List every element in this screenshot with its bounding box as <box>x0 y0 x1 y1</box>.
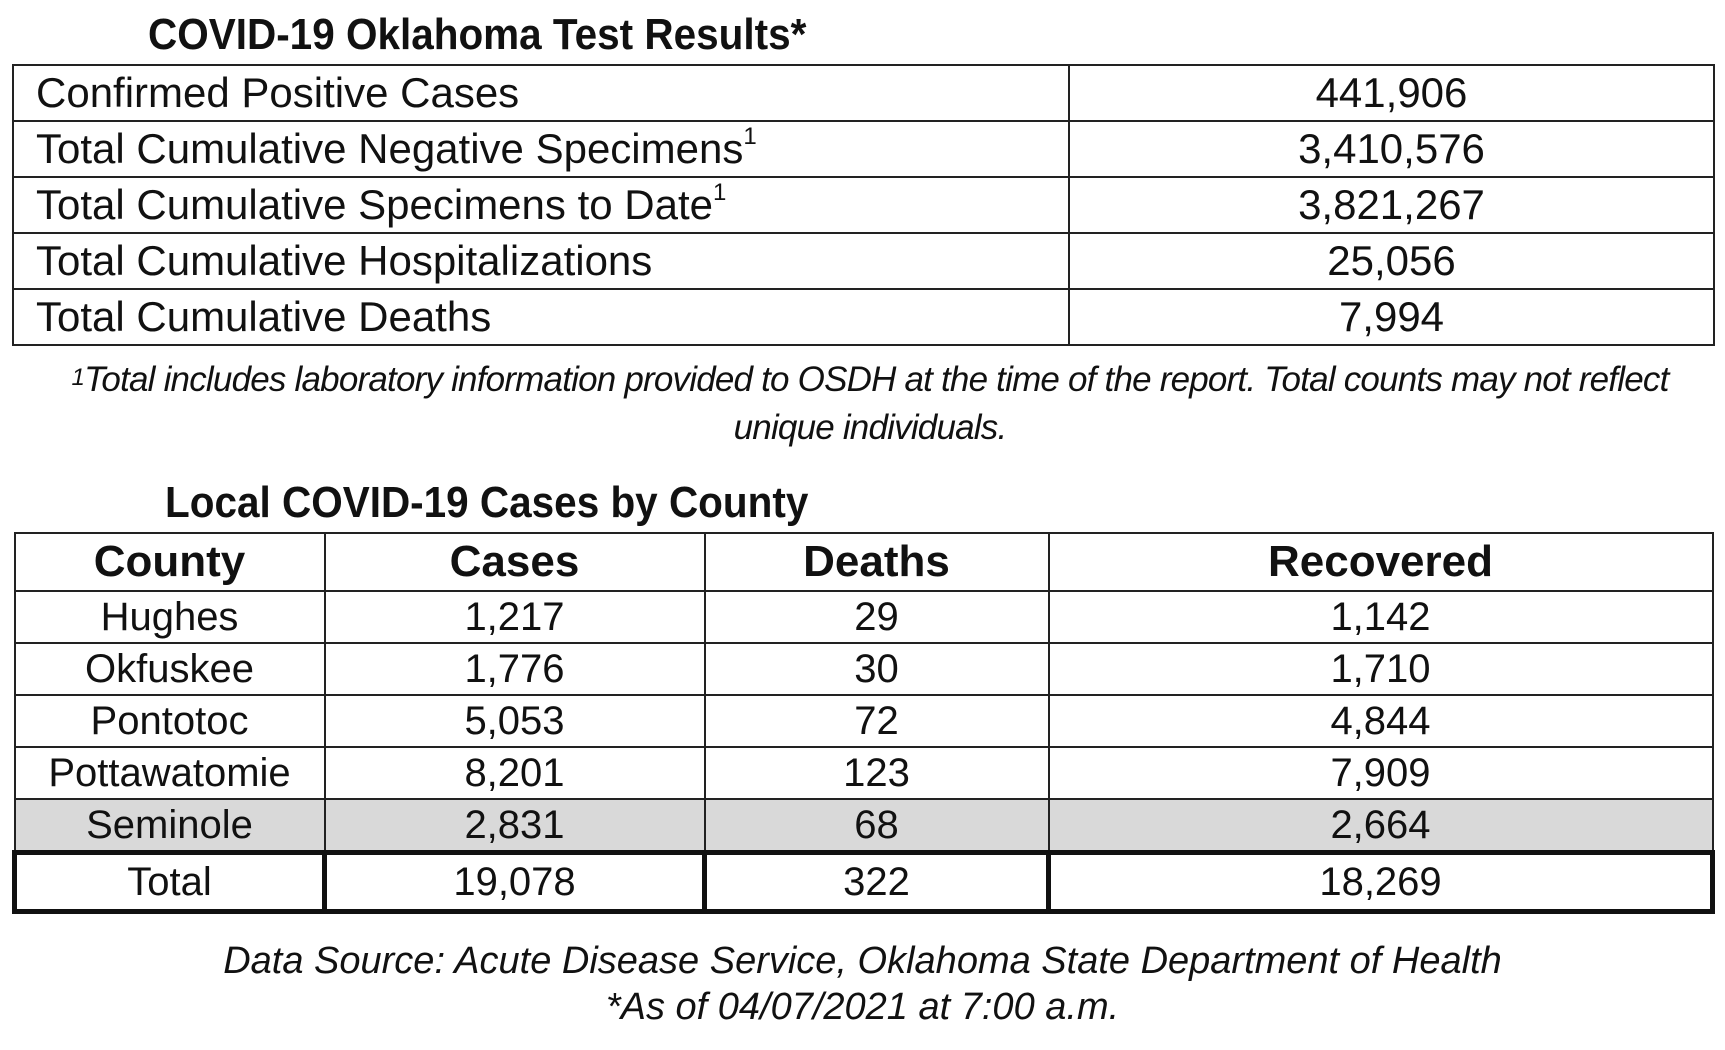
test-results-table <box>12 64 1715 346</box>
total-label: Total <box>15 853 325 912</box>
test-results-title: COVID-19 Oklahoma Test Results* <box>148 10 807 59</box>
county-cell: Pontotoc <box>15 695 325 747</box>
cases-cell: 8,201 <box>325 747 705 799</box>
cases-cell: 1,217 <box>325 591 705 643</box>
recovered-cell: 1,710 <box>1049 643 1713 695</box>
footnote-mark: 1 <box>71 364 85 391</box>
footnote-mark: 1 <box>743 123 757 150</box>
table-row <box>13 233 1714 289</box>
deaths-cell: 72 <box>705 695 1049 747</box>
table-row <box>13 289 1714 345</box>
recovered-cell: 1,142 <box>1049 591 1713 643</box>
total-recovered: 18,269 <box>1049 853 1713 912</box>
table-row <box>13 65 1714 121</box>
table-row <box>15 643 1713 695</box>
table-row <box>13 121 1714 177</box>
column-header-county: County <box>15 533 325 591</box>
column-header-deaths: Deaths <box>705 533 1049 591</box>
table-row <box>15 747 1713 799</box>
table-row <box>15 591 1713 643</box>
row-value: 25,056 <box>1069 233 1714 289</box>
data-source-text: Data Source: Acute Disease Service, Oklahoma State Department of Health <box>223 940 1502 982</box>
total-deaths: 322 <box>705 853 1049 912</box>
county-cell: Okfuskee <box>15 643 325 695</box>
cases-cell: 1,776 <box>325 643 705 695</box>
row-label: Total Cumulative Specimens to Date$^1$ <box>13 177 1069 233</box>
deaths-cell: 29 <box>705 591 1049 643</box>
deaths-cell: 30 <box>705 643 1049 695</box>
cases-cell: 5,053 <box>325 695 705 747</box>
header-row <box>15 533 1713 591</box>
table-row <box>13 177 1714 233</box>
row-label: Total Cumulative Hospitalizations <box>13 233 1069 289</box>
row-value: 441,906 <box>1069 65 1714 121</box>
county-cases-table <box>12 532 1715 914</box>
county-table-title: Local COVID-19 Cases by County <box>165 478 809 527</box>
recovered-cell: 7,909 <box>1049 747 1713 799</box>
footnote <box>40 356 1700 452</box>
row-label: Total Cumulative Deaths <box>13 289 1069 345</box>
row-value: 3,410,576 <box>1069 121 1714 177</box>
column-header-recovered: Recovered <box>1049 533 1713 591</box>
column-header-cases: Cases <box>325 533 705 591</box>
row-value: 7,994 <box>1069 289 1714 345</box>
total-cases: 19,078 <box>325 853 705 912</box>
table-row-highlighted <box>15 799 1713 853</box>
footnote-line-1: Total includes laboratory information provided to OSDH at the time of the report. Total counts may not reflect <box>84 360 1669 399</box>
county-cell: Pottawatomie <box>15 747 325 799</box>
deaths-cell: 123 <box>705 747 1049 799</box>
deaths-cell: 68 <box>705 799 1049 853</box>
county-cell: Seminole <box>15 799 325 853</box>
table-row <box>15 695 1713 747</box>
row-label: Total Cumulative Negative Specimens$^1$ <box>13 121 1069 177</box>
total-row <box>15 853 1713 912</box>
footnote-mark: 1 <box>712 179 727 206</box>
as-of-date-text: *As of 04/07/2021 at 7:00 a.m. <box>605 986 1120 1028</box>
recovered-cell: 2,664 <box>1049 799 1713 853</box>
recovered-cell: 4,844 <box>1049 695 1713 747</box>
footnote-line-2: unique individuals. <box>733 408 1007 447</box>
row-label: Confirmed Positive Cases <box>13 65 1069 121</box>
county-cell: Hughes <box>15 591 325 643</box>
row-value: 3,821,267 <box>1069 177 1714 233</box>
cases-cell: 2,831 <box>325 799 705 853</box>
